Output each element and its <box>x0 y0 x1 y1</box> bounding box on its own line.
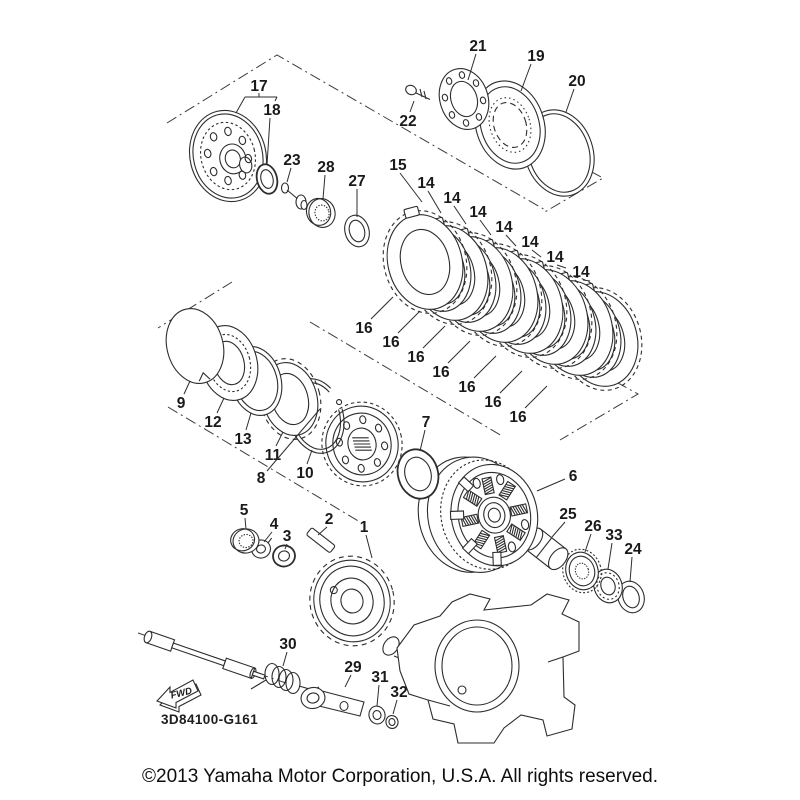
callout-29: 29 <box>344 659 362 676</box>
callout-14: 14 <box>443 190 461 207</box>
leader-line <box>428 191 441 213</box>
leader-line <box>398 311 420 333</box>
leader-line <box>264 532 272 542</box>
clutch-boss-8 <box>313 394 411 495</box>
bolt-22 <box>404 84 430 100</box>
callout-14: 14 <box>495 219 513 236</box>
leader-line <box>420 430 425 451</box>
leader-line <box>506 235 516 246</box>
leader-line <box>366 535 372 558</box>
leader-line <box>423 326 445 348</box>
callout-14: 14 <box>572 264 590 281</box>
callout-17: 17 <box>250 78 268 95</box>
leader-line <box>552 522 565 537</box>
leader-line <box>393 700 397 714</box>
callout-1: 1 <box>359 519 369 536</box>
callout-31: 31 <box>371 669 389 686</box>
leader-line <box>525 386 547 408</box>
callout-3: 3 <box>282 528 292 545</box>
callout-16: 16 <box>458 379 476 396</box>
leader-line <box>184 381 190 394</box>
callout-16: 16 <box>382 334 400 351</box>
leader-line <box>608 543 612 569</box>
push-lever-29 <box>299 686 364 716</box>
leader-line <box>245 518 246 529</box>
leader-line <box>267 118 270 165</box>
leader-line <box>448 341 470 363</box>
callout-23: 23 <box>283 152 301 169</box>
callout-13: 13 <box>234 431 252 448</box>
engine-case <box>380 594 579 743</box>
fwd-label: FWD <box>169 685 194 702</box>
callout-18: 18 <box>263 102 281 119</box>
callout-25: 25 <box>559 506 577 523</box>
leader-line <box>537 479 565 491</box>
callout-6: 6 <box>568 468 578 485</box>
callout-14: 14 <box>546 249 564 266</box>
callout-19: 19 <box>527 48 545 65</box>
callout-7: 7 <box>421 414 431 431</box>
callout-24: 24 <box>624 541 642 558</box>
callout-14: 14 <box>521 234 539 251</box>
leader-line <box>283 652 287 666</box>
callout-21: 21 <box>469 38 487 55</box>
callout-32: 32 <box>390 684 408 701</box>
callout-22: 22 <box>399 113 417 130</box>
leader-line <box>410 101 414 112</box>
leader-line <box>345 675 351 687</box>
bolt-23 <box>282 183 308 210</box>
leader-line <box>630 557 632 582</box>
leader-line <box>500 371 522 393</box>
leader-line <box>371 297 393 319</box>
callout-16: 16 <box>484 394 502 411</box>
callout-14: 14 <box>469 204 487 221</box>
leader-line <box>454 206 466 224</box>
callout-33: 33 <box>605 527 623 544</box>
callout-5: 5 <box>239 502 249 519</box>
washer-27 <box>341 212 373 249</box>
washer-31 <box>367 704 387 725</box>
key-2 <box>306 527 335 553</box>
callout-28: 28 <box>317 159 335 176</box>
leader-line <box>323 175 325 199</box>
washer-3 <box>271 543 297 569</box>
part-code: 3D84100-G161 <box>161 712 259 727</box>
callout-16: 16 <box>432 364 450 381</box>
leader-line <box>585 534 591 552</box>
copyright-text: ©2013 Yamaha Motor Corporation, U.S.A. All rights reserved. <box>142 766 658 787</box>
leader-line <box>377 685 379 706</box>
pressure-plate-17 <box>180 102 276 210</box>
leader-line <box>474 356 496 378</box>
callout-14: 14 <box>417 175 435 192</box>
washer-32 <box>385 714 400 730</box>
leader-line <box>287 168 291 182</box>
leader-line <box>480 220 491 235</box>
push-rod <box>138 630 286 683</box>
callout-30: 30 <box>279 636 297 653</box>
leader-line <box>532 250 541 257</box>
callout-2: 2 <box>324 511 334 528</box>
fwd-arrow <box>157 680 201 712</box>
leader-line <box>217 398 224 413</box>
leader-line <box>307 450 312 464</box>
leader-line <box>246 413 251 430</box>
leader-line <box>566 89 574 112</box>
callout-20: 20 <box>568 73 586 90</box>
callout-16: 16 <box>509 409 527 426</box>
callout-11: 11 <box>264 447 282 464</box>
leader-line <box>521 64 531 91</box>
callout-9: 9 <box>176 395 186 412</box>
callout-16: 16 <box>407 349 425 366</box>
callout-8: 8 <box>256 470 266 487</box>
callout-15: 15 <box>389 157 407 174</box>
callout-10: 10 <box>296 465 314 482</box>
callout-12: 12 <box>204 414 222 431</box>
callout-27: 27 <box>348 173 366 190</box>
callout-16: 16 <box>355 320 373 337</box>
nut-28 <box>303 195 338 232</box>
callout-4: 4 <box>269 516 279 533</box>
leader-line <box>318 527 327 535</box>
callout-26: 26 <box>584 518 602 535</box>
